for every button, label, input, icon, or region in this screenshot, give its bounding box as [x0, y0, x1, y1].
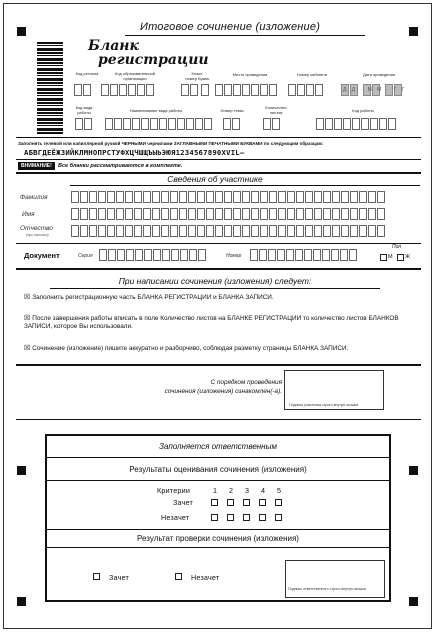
- divider: [16, 137, 421, 138]
- writing-item-2: ☒ После завершения работы вписать в поле Количество листов на БЛАНКЕ РЕГИСТРАЦИИ то количество листов БЛАНКОВ ЗАПИСИ, которое Вы использовали.: [24, 315, 399, 330]
- letter-cell[interactable]: [260, 208, 268, 220]
- letter-cell[interactable]: [323, 225, 331, 237]
- letter-cell[interactable]: [179, 225, 187, 237]
- pass-box-4[interactable]: [259, 499, 266, 506]
- letter-cell[interactable]: [305, 208, 313, 220]
- letter-cell[interactable]: [188, 191, 196, 203]
- letter-cell[interactable]: [134, 208, 142, 220]
- letter-cell[interactable]: [197, 225, 205, 237]
- letter-cell[interactable]: [152, 225, 160, 237]
- patronymic-note: (при наличии): [26, 233, 49, 237]
- date-label: Дата проведения: [363, 72, 395, 77]
- letter-cell[interactable]: [314, 208, 322, 220]
- letter-cell[interactable]: [134, 225, 142, 237]
- letter-cell[interactable]: [359, 225, 367, 237]
- letter-cell[interactable]: [215, 208, 223, 220]
- place-label: Место проведения: [232, 72, 268, 77]
- letter-cell[interactable]: [287, 208, 295, 220]
- participant-sign-note: Подпись участника строго внутри окошка: [289, 403, 359, 407]
- letter-cell[interactable]: [197, 191, 205, 203]
- letter-cell[interactable]: [350, 191, 358, 203]
- letter-cell[interactable]: [98, 191, 106, 203]
- work-code-cells[interactable]: [316, 118, 396, 130]
- checked-box-icon: ☒: [24, 294, 31, 301]
- letter-cell[interactable]: [341, 208, 349, 220]
- letter-cell[interactable]: [242, 191, 250, 203]
- class-cells[interactable]: [181, 84, 209, 96]
- work-name-label: Наименование вида работы: [129, 108, 183, 113]
- letter-cell[interactable]: [377, 208, 385, 220]
- letter-cell[interactable]: [206, 191, 214, 203]
- divider: [50, 288, 380, 289]
- letter-cell[interactable]: [314, 225, 322, 237]
- divider: [16, 268, 421, 270]
- document-label: Документ: [24, 251, 60, 260]
- fail-box-4[interactable]: [259, 514, 266, 521]
- letter-cell[interactable]: [71, 208, 79, 220]
- fail-box-3[interactable]: [243, 514, 250, 521]
- title-underline: [125, 35, 365, 36]
- name-label: Имя: [22, 211, 35, 218]
- topic-label: Номер темы: [220, 108, 244, 113]
- letter-cell[interactable]: [269, 191, 277, 203]
- check-pass-box[interactable]: [93, 573, 100, 580]
- pass-box-3[interactable]: [243, 499, 250, 506]
- pass-row-label: Зачет: [173, 498, 193, 507]
- series-label: Серия: [78, 253, 93, 259]
- letter-cell[interactable]: [278, 208, 286, 220]
- fail-box-1[interactable]: [211, 514, 218, 521]
- responsible-sign-note: Подпись ответственного строго внутри окошка: [288, 587, 366, 591]
- letter-cell[interactable]: [179, 208, 187, 220]
- letter-cell[interactable]: [188, 208, 196, 220]
- blank-title: Бланк регистрации: [88, 38, 209, 68]
- letter-cell[interactable]: [224, 225, 232, 237]
- letter-cell[interactable]: [260, 191, 268, 203]
- letter-cell[interactable]: [71, 191, 79, 203]
- letter-cell[interactable]: [251, 225, 259, 237]
- letter-cell[interactable]: [116, 225, 124, 237]
- check-pass-label: Зачет: [109, 573, 129, 582]
- responsible-title: Заполняется ответственным: [159, 442, 277, 451]
- letter-cell[interactable]: [359, 208, 367, 220]
- patronymic-cells[interactable]: [71, 225, 385, 237]
- letter-cell[interactable]: [323, 208, 331, 220]
- letter-cell[interactable]: [170, 208, 178, 220]
- sheets-cells[interactable]: [263, 118, 280, 130]
- letter-cell[interactable]: [125, 208, 133, 220]
- room-cells[interactable]: [288, 84, 323, 96]
- topic-cells[interactable]: [223, 118, 240, 130]
- responsible-section: [45, 434, 391, 602]
- check-fail-label: Незачет: [191, 573, 220, 582]
- letter-cell[interactable]: [377, 191, 385, 203]
- registration-mark: [409, 27, 418, 36]
- letter-cell[interactable]: [224, 191, 232, 203]
- letter-cell[interactable]: [296, 191, 304, 203]
- letter-cell[interactable]: [206, 225, 214, 237]
- registration-mark: [17, 597, 26, 606]
- letter-cell[interactable]: [296, 225, 304, 237]
- letter-cell[interactable]: [377, 225, 385, 237]
- letter-cell[interactable]: [71, 225, 79, 237]
- org-cells[interactable]: [101, 84, 154, 96]
- writing-title: При написании сочинения (изложения) следует:: [118, 276, 312, 286]
- letter-cell[interactable]: [116, 191, 124, 203]
- checked-box-icon: ☒: [24, 345, 31, 352]
- letter-cell[interactable]: [179, 191, 187, 203]
- letter-cell[interactable]: [89, 208, 97, 220]
- letter-cell[interactable]: [215, 191, 223, 203]
- registration-mark: [409, 466, 418, 475]
- letter-cell[interactable]: [341, 225, 349, 237]
- letter-cell[interactable]: [161, 191, 169, 203]
- work-code-label: Код работы: [352, 108, 374, 113]
- attention-text: Все бланки рассматриваются в комплекте.: [58, 163, 183, 169]
- check-fail-box[interactable]: [175, 573, 182, 580]
- form-title: Итоговое сочинение (изложение): [140, 21, 321, 33]
- letter-cell[interactable]: [206, 208, 214, 220]
- surname-label: Фамилия: [20, 194, 48, 201]
- number-label: Номер: [226, 253, 242, 259]
- criteria-number: 2: [229, 486, 234, 495]
- letter-cell[interactable]: [278, 225, 286, 237]
- fail-row-label: Незачет: [161, 513, 190, 522]
- letter-cell[interactable]: [260, 225, 268, 237]
- checked-box-icon: ☒: [24, 315, 31, 322]
- letter-cell[interactable]: [98, 225, 106, 237]
- divider: [16, 364, 421, 366]
- barcode: [37, 42, 63, 134]
- letter-cell[interactable]: [287, 191, 295, 203]
- letter-cell[interactable]: [278, 191, 286, 203]
- letter-cell[interactable]: [287, 225, 295, 237]
- sex-m-box[interactable]: [380, 254, 387, 261]
- sex-f-box[interactable]: [397, 254, 404, 261]
- divider: [47, 480, 389, 481]
- letter-cell[interactable]: [134, 191, 142, 203]
- letter-cell[interactable]: [170, 191, 178, 203]
- letter-cell[interactable]: [359, 191, 367, 203]
- check-title: Результат проверки сочинения (изложения): [137, 534, 299, 543]
- letter-cell[interactable]: [89, 191, 97, 203]
- letter-cell[interactable]: [368, 208, 376, 220]
- class-label: Класс номер Буква: [185, 71, 209, 81]
- instruction-text: Заполнять гелевой или капиллярной ручкой ЧЕРНЫМИ чернилами ЗАГЛАВНЫМИ ПЕЧАТНЫМИ БУКВАМИ по следующим образцам:: [18, 141, 324, 146]
- series-cells[interactable]: [99, 249, 206, 261]
- criteria-label: Критерии: [157, 486, 191, 495]
- org-label: Код образовательной организации: [114, 71, 156, 81]
- letter-cell[interactable]: [197, 208, 205, 220]
- letter-cell[interactable]: [107, 225, 115, 237]
- letter-cell[interactable]: [80, 225, 88, 237]
- letter-cell[interactable]: [233, 208, 241, 220]
- letter-cell[interactable]: [116, 208, 124, 220]
- registration-mark: [17, 27, 26, 36]
- letter-cell[interactable]: [305, 225, 313, 237]
- letter-cell[interactable]: [296, 208, 304, 220]
- divider: [16, 159, 421, 160]
- letter-cell[interactable]: [143, 225, 151, 237]
- place-cells[interactable]: [215, 84, 277, 96]
- acquaint-text: С порядком проведения сочинения (изложения) ознакомлен(-а).: [164, 379, 282, 395]
- registration-mark: [409, 597, 418, 606]
- pass-box-1[interactable]: [211, 499, 218, 506]
- patronymic-label: Отчество: [20, 225, 53, 232]
- attention-badge: ВНИМАНИЕ!: [18, 162, 55, 170]
- number-cells[interactable]: [250, 249, 357, 261]
- letter-cell[interactable]: [125, 225, 133, 237]
- letter-cell[interactable]: [125, 191, 133, 203]
- letter-cell[interactable]: [242, 208, 250, 220]
- letter-cell[interactable]: [89, 225, 97, 237]
- sex-label: Пол: [392, 244, 402, 250]
- letter-cell[interactable]: [350, 208, 358, 220]
- letter-cell[interactable]: [80, 208, 88, 220]
- region-cells[interactable]: [74, 84, 91, 96]
- letter-cell[interactable]: [332, 225, 340, 237]
- results-title: Результаты оценивания сочинения (изложения): [129, 465, 307, 474]
- letter-cell[interactable]: [143, 208, 151, 220]
- divider: [16, 243, 421, 244]
- letter-cell[interactable]: [323, 191, 331, 203]
- sheets-label: Количество листов: [265, 105, 287, 115]
- fail-box-2[interactable]: [227, 514, 234, 521]
- date-placeholder: Д Д · М М · Г Г: [343, 87, 407, 93]
- letter-cell[interactable]: [170, 225, 178, 237]
- letter-cell[interactable]: [80, 191, 88, 203]
- criteria-number: 3: [245, 486, 250, 495]
- letter-cell[interactable]: [332, 208, 340, 220]
- work-type-cells[interactable]: [75, 118, 92, 130]
- letter-cell[interactable]: [251, 208, 259, 220]
- alphabet-sample: АБВГДЕЁЖЗИЙКЛМНОПРСТУФХЦЧШЩЪЫЬЭЮЯ1234567890XVIL–: [24, 148, 245, 157]
- fail-box-5[interactable]: [275, 514, 282, 521]
- letter-cell[interactable]: [107, 208, 115, 220]
- name-cells[interactable]: [71, 208, 385, 220]
- region-label: Код региона: [75, 71, 99, 76]
- divider: [47, 457, 389, 458]
- letter-cell[interactable]: [233, 191, 241, 203]
- criteria-number: 1: [213, 486, 218, 495]
- sex-f-label: Ж: [405, 254, 411, 260]
- letter-cell[interactable]: [269, 225, 277, 237]
- work-type-label: Код вида работы: [75, 105, 93, 115]
- letter-cell[interactable]: [269, 208, 277, 220]
- participant-title: Сведения об участнике: [167, 174, 263, 184]
- criteria-number: 4: [261, 486, 266, 495]
- letter-cell[interactable]: [152, 191, 160, 203]
- divider: [47, 529, 389, 530]
- letter-cell[interactable]: [305, 191, 313, 203]
- letter-cell[interactable]: [215, 225, 223, 237]
- responsible-signature-box[interactable]: [285, 560, 385, 598]
- pass-box-2[interactable]: [227, 499, 234, 506]
- letter-cell[interactable]: [161, 225, 169, 237]
- letter-cell[interactable]: [152, 208, 160, 220]
- divider: [70, 185, 420, 186]
- letter-cell[interactable]: [350, 225, 358, 237]
- letter-cell[interactable]: [242, 225, 250, 237]
- letter-cell[interactable]: [314, 191, 322, 203]
- letter-cell[interactable]: [368, 191, 376, 203]
- letter-cell[interactable]: [107, 191, 115, 203]
- letter-cell[interactable]: [143, 191, 151, 203]
- letter-cell[interactable]: [188, 225, 196, 237]
- letter-cell[interactable]: [341, 191, 349, 203]
- letter-cell[interactable]: [98, 208, 106, 220]
- surname-cells[interactable]: [71, 191, 385, 203]
- room-label: Номер кабинета: [296, 72, 328, 77]
- letter-cell[interactable]: [368, 225, 376, 237]
- letter-cell[interactable]: [161, 208, 169, 220]
- registration-mark: [17, 466, 26, 475]
- divider: [47, 547, 389, 548]
- letter-cell[interactable]: [251, 191, 259, 203]
- pass-box-5[interactable]: [275, 499, 282, 506]
- sex-m-label: М: [388, 254, 393, 260]
- divider: [16, 419, 421, 420]
- letter-cell[interactable]: [224, 208, 232, 220]
- work-name-cells[interactable]: [105, 118, 212, 130]
- criteria-number: 5: [277, 486, 282, 495]
- letter-cell[interactable]: [233, 225, 241, 237]
- writing-item-3: ☒ Сочинение (изложение) пишите аккуратно и разборчиво, соблюдая разметку страницы БЛАНКА ЗАПИСИ.: [24, 345, 349, 352]
- letter-cell[interactable]: [332, 191, 340, 203]
- writing-item-1: ☒ Заполнить регистрационную часть БЛАНКА РЕГИСТРАЦИИ и БЛАНКА ЗАПИСИ.: [24, 294, 274, 301]
